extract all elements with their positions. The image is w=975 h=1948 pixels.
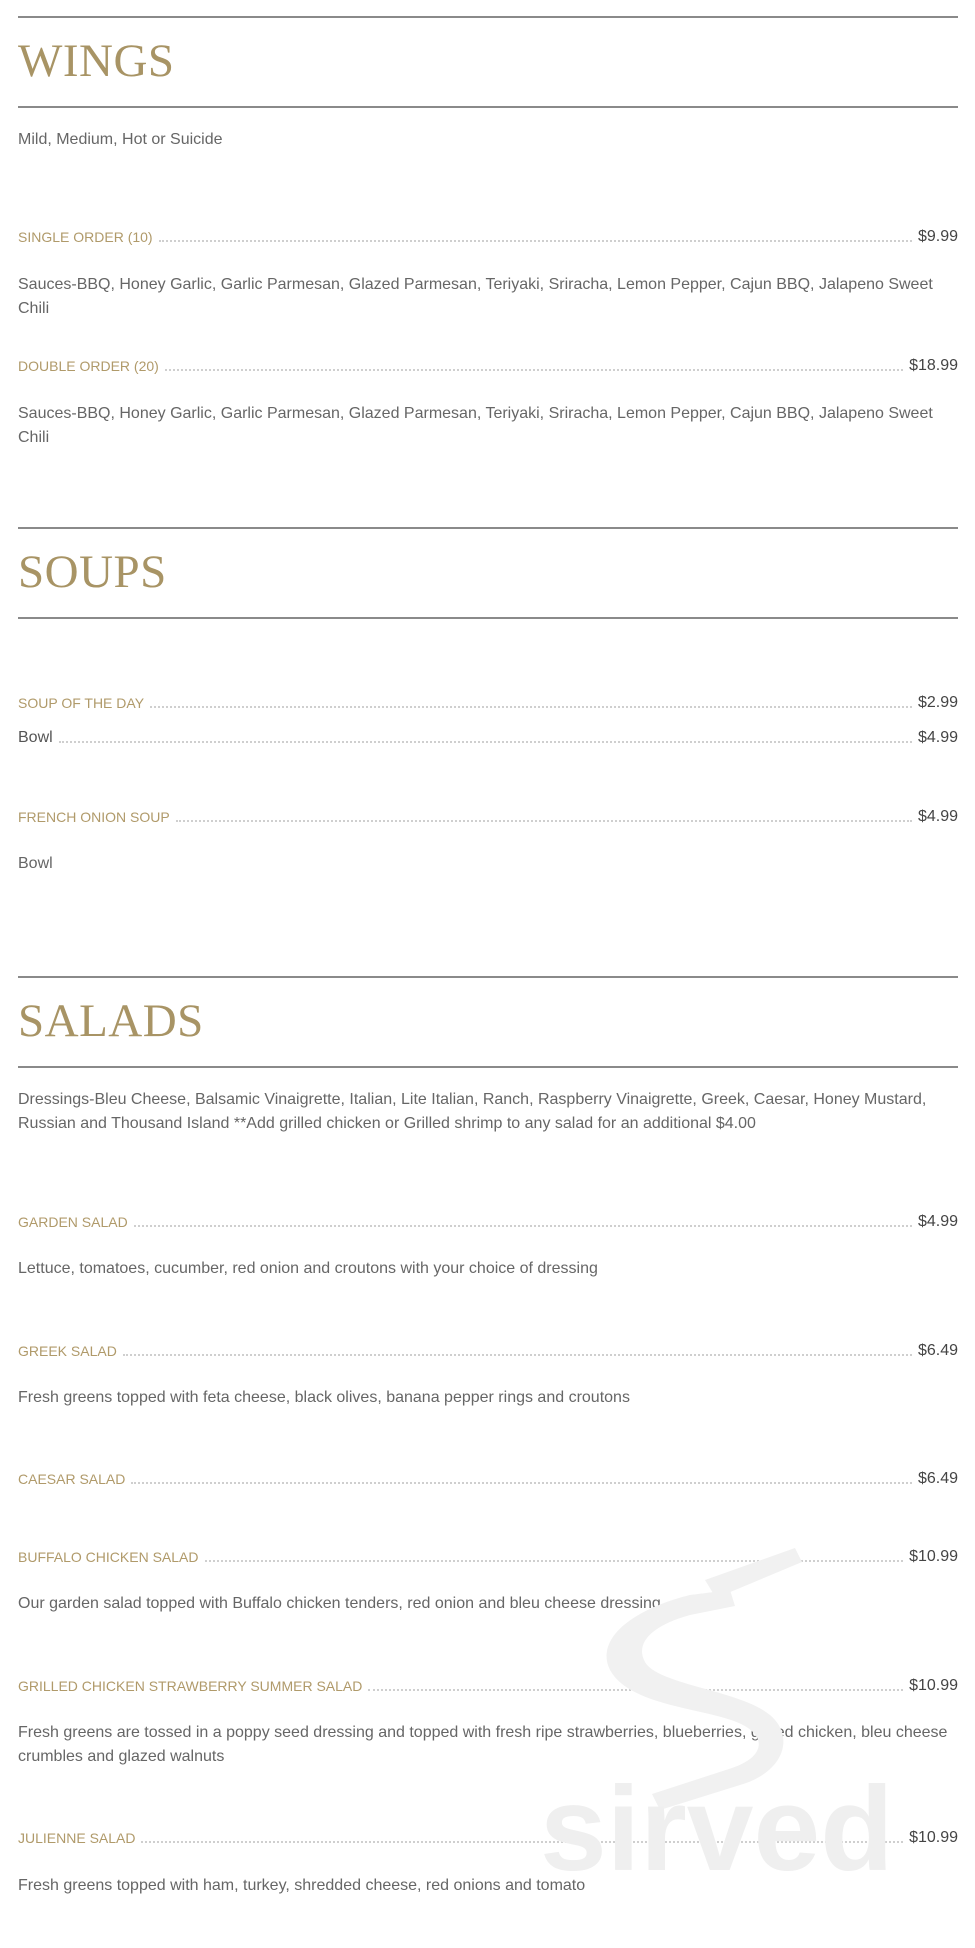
dot-leader	[59, 741, 912, 743]
item-description: Bowl	[18, 855, 53, 872]
menu-item-caesar-salad	[18, 1464, 958, 1488]
item-name: DOUBLE ORDER (20)	[18, 358, 159, 374]
item-price: $4.99	[917, 808, 958, 825]
menu-item-single-order	[18, 222, 958, 246]
item-price: $2.99	[917, 694, 958, 711]
menu-item-french-onion-soup	[18, 802, 958, 826]
menu-item-soup-of-the-day	[18, 688, 958, 712]
dot-leader	[123, 1354, 912, 1356]
menu-item-garden-salad	[18, 1207, 958, 1231]
salads-section-header	[18, 976, 958, 1068]
item-price: $6.49	[917, 1470, 958, 1487]
salads-note: Dressings-Bleu Cheese, Balsamic Vinaigrette, Italian, Lite Italian, Ranch, Raspberry Vinaigrette, Greek, Caesar, Honey Mustard, Russian and Thousand Island **Add grilled chicken or Grilled shrimp to any salad for an additional $4.00	[18, 1091, 927, 1132]
item-name: GREEK SALAD	[18, 1343, 117, 1359]
menu-item-double-order	[18, 351, 958, 375]
dot-leader	[176, 820, 912, 822]
item-price: $9.99	[917, 228, 958, 245]
item-description: Sauces-BBQ, Honey Garlic, Garlic Parmesan, Glazed Parmesan, Teriyaki, Sriracha, Lemon Pepper, Cajun BBQ, Jalapeno Sweet Chili	[18, 405, 933, 446]
item-price: $10.99	[909, 1829, 958, 1846]
item-description: Sauces-BBQ, Honey Garlic, Garlic Parmesan, Glazed Parmesan, Teriyaki, Sriracha, Lemon Pepper, Cajun BBQ, Jalapeno Sweet Chili	[18, 276, 933, 317]
subitem-name: Bowl	[18, 729, 53, 746]
item-price: $6.49	[917, 1342, 958, 1359]
item-description: Lettuce, tomatoes, cucumber, red onion and croutons with your choice of dressing	[18, 1260, 598, 1277]
menu-item-greek-salad	[18, 1336, 958, 1360]
wings-section-title: WINGS	[18, 35, 175, 87]
item-description: Fresh greens are tossed in a poppy seed dressing and topped with fresh ripe strawberries, blueberries, grilled chicken, bleu cheese crumbles and glazed walnuts	[18, 1724, 948, 1765]
sirved-watermark	[540, 1540, 930, 1880]
soups-section-title: SOUPS	[18, 546, 167, 598]
item-name: FRENCH ONION SOUP	[18, 809, 170, 825]
watermark-text: sirved	[540, 1762, 894, 1880]
dot-leader	[131, 1482, 912, 1484]
item-description: Fresh greens topped with feta cheese, black olives, banana pepper rings and croutons	[18, 1389, 630, 1406]
item-price: $10.99	[909, 1548, 958, 1565]
menu-subitem-bowl	[18, 723, 958, 747]
soups-section-header	[18, 527, 958, 619]
item-name: JULIENNE SALAD	[18, 1830, 136, 1846]
subitem-price: $4.99	[917, 729, 958, 746]
item-description: Fresh greens topped with ham, turkey, shredded cheese, red onions and tomato	[18, 1877, 586, 1894]
item-name: GARDEN SALAD	[18, 1214, 128, 1230]
wings-note: Mild, Medium, Hot or Suicide	[18, 131, 223, 148]
item-name: SINGLE ORDER (10)	[18, 229, 153, 245]
item-name: GRILLED CHICKEN STRAWBERRY SUMMER SALAD	[18, 1678, 363, 1694]
item-name: SOUP OF THE DAY	[18, 695, 145, 711]
dot-leader	[159, 240, 912, 242]
item-name: CAESAR SALAD	[18, 1471, 126, 1487]
item-price: $18.99	[909, 357, 958, 374]
item-price: $4.99	[917, 1213, 958, 1230]
item-name: BUFFALO CHICKEN SALAD	[18, 1549, 199, 1565]
dot-leader	[150, 706, 912, 708]
wings-section-header	[18, 16, 958, 108]
dot-leader	[134, 1225, 912, 1227]
item-price: $10.99	[909, 1677, 958, 1694]
item-description: Our garden salad topped with Buffalo chicken tenders, red onion and bleu cheese dressing	[18, 1595, 661, 1612]
salads-section-title: SALADS	[18, 995, 204, 1047]
dot-leader	[165, 369, 903, 371]
